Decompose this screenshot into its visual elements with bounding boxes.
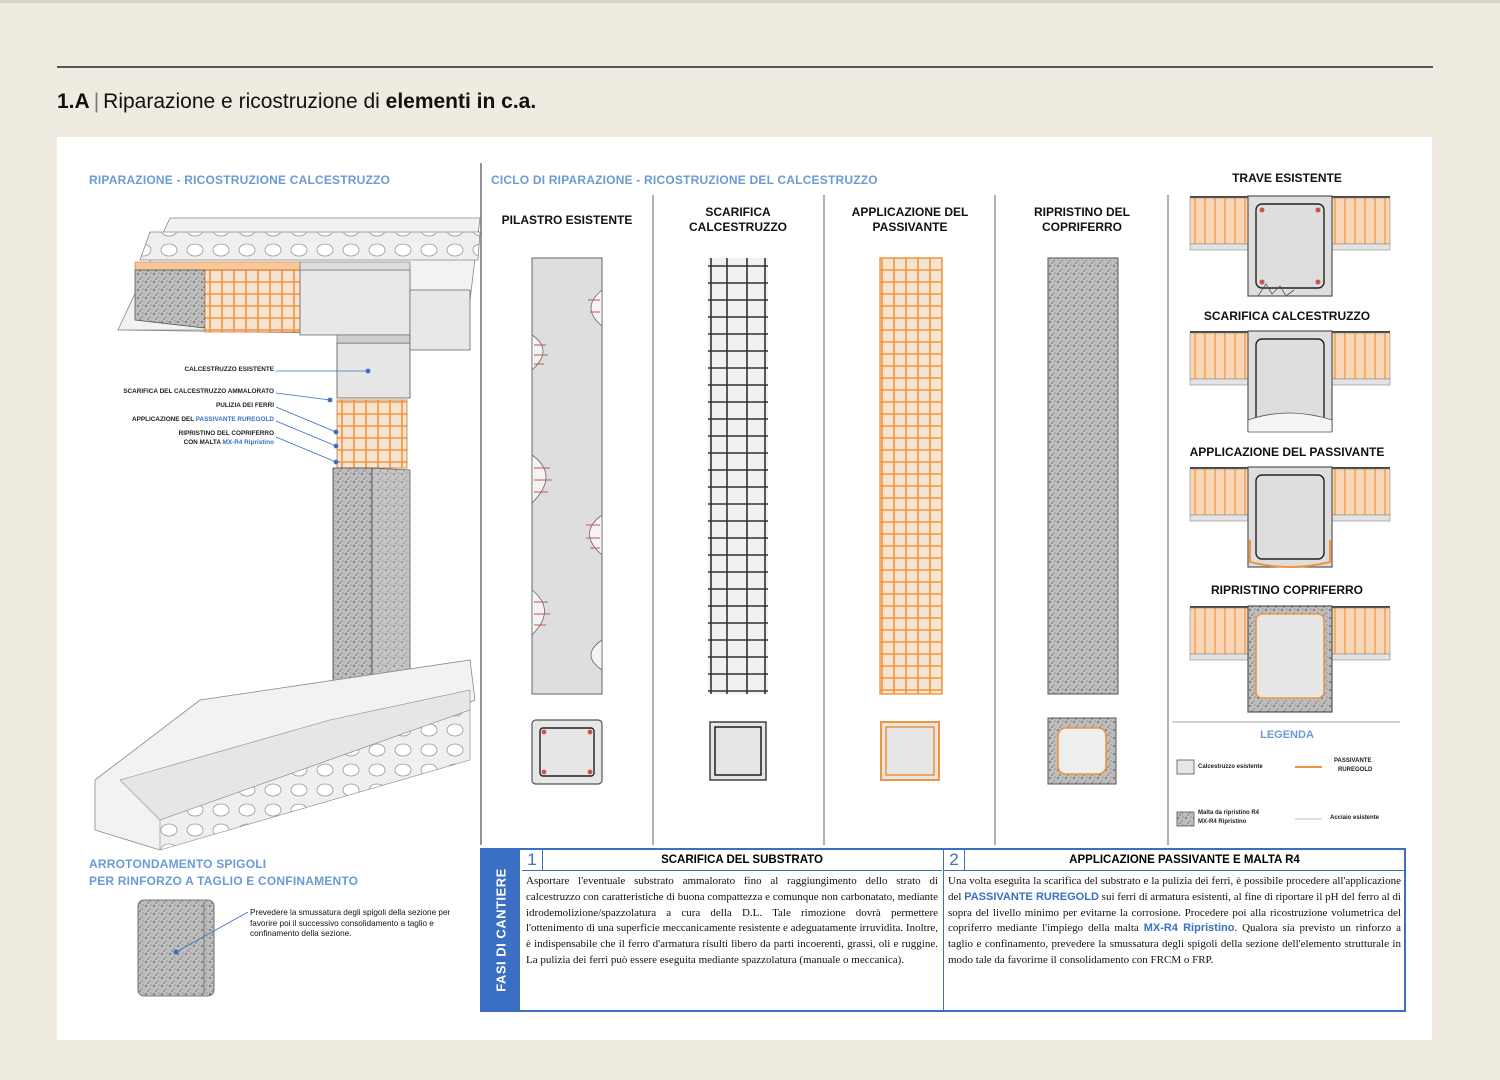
phase-scarified-column bbox=[708, 258, 768, 780]
step-1-title: SCARIFICA DEL SUBSTRATO bbox=[661, 854, 823, 866]
beam-label-passivant: APPLICAZIONE DEL PASSIVANTE bbox=[1189, 445, 1385, 459]
callout-passivant-prefix: APPLICAZIONE DEL bbox=[131, 416, 196, 423]
rounding-note: Prevedere la smussatura degli spigoli della sezione per favorire poi il successivo consolidamento a taglio e confinamento della sezione. bbox=[250, 908, 451, 938]
isometric-drawing bbox=[95, 218, 480, 850]
step-2 bbox=[943, 850, 1405, 1010]
step-2-body-product-1: PASSIVANTE RUREGOLD bbox=[964, 890, 1099, 903]
step-2-header bbox=[944, 850, 1405, 871]
left-heading: RIPARAZIONE - RICOSTRUZIONE CALCESTRUZZO bbox=[89, 173, 391, 187]
phase-title-passivant: APPLICAZIONE DEL PASSIVANTE bbox=[851, 205, 969, 234]
title-bold: elementi in c.a. bbox=[385, 90, 537, 113]
callout-scarification: SCARIFICA DEL CALCESTRUZZO AMMALORATO bbox=[123, 388, 274, 395]
legend-title: LEGENDA bbox=[1260, 729, 1314, 741]
phase-title-scarification: SCARIFICA CALCESTRUZZO bbox=[689, 205, 787, 234]
phase-title-existing: PILASTRO ESISTENTE bbox=[501, 213, 633, 227]
callout-mortar-prefix: CON MALTA bbox=[183, 439, 223, 446]
rounding-heading-2: PER RINFORZO A TAGLIO E CONFINAMENTO bbox=[89, 874, 359, 888]
callout-mortar bbox=[60, 439, 274, 446]
phase-passivant-column bbox=[880, 258, 942, 780]
step-2-title: APPLICAZIONE PASSIVANTE E MALTA R4 bbox=[1069, 854, 1300, 866]
phase-existing-column bbox=[532, 258, 602, 784]
step-1-number: 1 bbox=[522, 850, 543, 870]
step-2-number: 2 bbox=[944, 850, 965, 870]
step-1 bbox=[522, 850, 942, 1010]
step-1-body: Asportare l'eventuale substrato ammalorato fino al raggiungimento dello strato di calcestruzzo con caratteristiche di buona compattezza e comunque non carbonatato, mediante idrodemolizione/spazzolatura a cura della D.L. Tale rimozione dovrà permettere l'ottenimento di una superficie meccanicamente resistente e adeguatamente irruvidita. Inoltre, è indispensabile che il ferro d'armatura risulti libero da parti incoerenti, grassi, oli e ruggine. La pulizia dei ferri può essere eseguita mediante spazzolatura (manuale o meccanica). bbox=[526, 875, 938, 966]
callout-cover-restoration: RIPRISTINO DEL COPRIFERRO bbox=[178, 430, 274, 437]
beam-label-cover: RIPRISTINO COPRIFERRO bbox=[1210, 583, 1363, 597]
beam-label-scarification: SCARIFICA CALCESTRUZZO bbox=[1203, 309, 1371, 323]
cycle-heading: CICLO DI RIPARAZIONE - RICOSTRUZIONE DEL CALCESTRUZZO bbox=[491, 173, 878, 187]
step-1-header bbox=[522, 850, 942, 871]
title-prefix: Riparazione e ricostruzione di bbox=[103, 90, 386, 113]
fasi-side-label: FASI DI CANTIERE bbox=[493, 868, 509, 992]
legend-passivante-2: RUREGOLD bbox=[1338, 767, 1373, 773]
fasi-side-bar bbox=[482, 850, 520, 1010]
callout-mortar-product: MX-R4 Ripristino bbox=[222, 439, 274, 446]
phase-title-cover: RIPRISTINO DEL COPRIFERRO bbox=[1033, 205, 1130, 234]
fasi-di-cantiere-box bbox=[480, 848, 1406, 1012]
step-2-body-part-1: Una volta eseguita la scarifica del substrato e la pulizia dei ferri, è possibile procedere all'applicazione del bbox=[948, 875, 1401, 903]
legend-existing-concrete: Calcestruzzo esistente bbox=[1198, 764, 1263, 770]
title-separator: | bbox=[93, 90, 100, 113]
step-2-body-part-2: sui ferri di armatura esistenti, al fine di riportare il pH del ferro al di sopra del livello minimo per evitarne la corrosione. Procedere poi alla ricostruzione volumetrica del copriferro mediante l'impiego della malta bbox=[948, 890, 1401, 935]
step-2-body-product-2: MX-R4 Ripristino bbox=[1143, 922, 1235, 935]
phase-restored-column bbox=[1048, 258, 1118, 784]
callout-passivant bbox=[60, 416, 274, 423]
rounding-heading-1: ARROTONDAMENTO SPIGOLI bbox=[89, 857, 267, 871]
callout-passivant-product: PASSIVANTE RUREGOLD bbox=[195, 416, 274, 423]
step-2-body-part-3: . Qualora sia previsto un rinforzo a taglio e confinamento, prevedere la smussatura degli spigoli della sezione dell'elemento strutturale in modo tale da favorirne il consolidamento con FRCM o FRP. bbox=[948, 922, 1401, 966]
step-2-body bbox=[948, 874, 1401, 969]
beam-label-existing: TRAVE ESISTENTE bbox=[1232, 171, 1342, 185]
rounded-corner-block bbox=[138, 900, 248, 996]
callout-rebar-cleaning: PULIZIA DEI FERRI bbox=[216, 402, 274, 409]
legend-passivante-1: PASSIVANTE bbox=[1334, 758, 1372, 764]
section-number: 1.A bbox=[57, 90, 90, 113]
legend-rebar: Acciaio esistente bbox=[1330, 815, 1380, 821]
legend-mortar-1: Malta da ripristino R4 bbox=[1198, 810, 1260, 816]
callout-existing-concrete: CALCESTRUZZO ESISTENTE bbox=[184, 366, 274, 373]
legend-mortar-2: MX-R4 Ripristino bbox=[1198, 819, 1247, 825]
